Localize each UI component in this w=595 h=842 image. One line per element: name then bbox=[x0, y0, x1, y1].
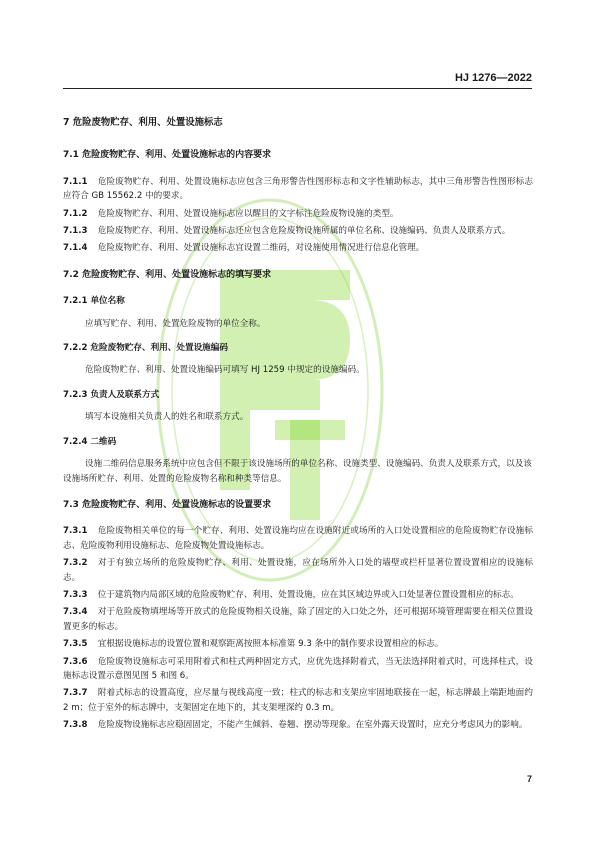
header-rule bbox=[63, 88, 532, 89]
clause-7-3-1 bbox=[63, 524, 533, 553]
clause-number: 7.1.3 bbox=[63, 226, 88, 237]
clause-text: 位于建筑物内局部区域的危险废物贮存、利用、处置设施，应在其区域边界或入口处显著位置设置相应的标志。 bbox=[97, 589, 519, 600]
section-7-2-title: 7.2 危险废物贮存、利用、处置设施标志的填写要求 bbox=[63, 269, 272, 280]
clause-7-2-2-text: 危险废物贮存、利用、处置设施编码可填写 HJ 1259 中规定的设施编码。 bbox=[85, 365, 365, 376]
clause-7-2-1-text: 应填写贮存、利用、处置危险废物的单位全称。 bbox=[85, 318, 266, 329]
clause-number: 7.3.7 bbox=[63, 688, 88, 699]
clause-7-1-1 bbox=[63, 175, 533, 204]
clause-7-2-3-title: 7.2.3 负责人及联系方式 bbox=[63, 389, 160, 400]
section-7-3-title: 7.3 危险废物贮存、利用、处置设施标志的设置要求 bbox=[63, 499, 272, 510]
clause-text: 危险废物贮存、利用、处置设施标志应以醒目的文字标注危险废物设施的类型。 bbox=[97, 208, 399, 219]
clause-7-3-7 bbox=[63, 686, 533, 715]
section-7-1-title: 7.1 危险废物贮存、利用、处置设施标志的内容要求 bbox=[63, 150, 272, 161]
clause-text: 危险废物相关单位的每一个贮存、利用、处置设施均应在设施附近或场所的入口处设置相应的危险废物贮存设施标志、危险废物利用设施标志、危险废物处置设施标志。 bbox=[63, 526, 533, 551]
clause-number: 7.3.6 bbox=[63, 656, 88, 667]
clause-7-3-6 bbox=[63, 655, 533, 684]
clause-text: 危险废物贮存、利用、处置设施标志应包含三角形警告性图形标志和文字性辅助标志，其中三角形警告性图形标志应符合 GB 15562.2 中的要求。 bbox=[63, 176, 533, 202]
clause-7-2-1-title: 7.2.1 单位名称 bbox=[63, 296, 125, 307]
clause-7-3-8 bbox=[63, 718, 533, 732]
clause-7-2-4-title: 7.2.4 二维码 bbox=[63, 436, 117, 447]
clause-text: 宜根据设施标志的设置位置和观察距离按照本标准第 9.3 条中的制作要求设置相应的标志。 bbox=[97, 639, 444, 650]
clause-number: 7.3.1 bbox=[63, 526, 88, 537]
clause-text: 对于危险废物填埋场等开放式的危险废物相关设施，除了固定的入口处之外，还可根据环境管理需要在相关位置设置更多的标志。 bbox=[63, 607, 533, 632]
clause-7-3-3 bbox=[63, 588, 533, 602]
clause-7-2-3-text: 填写本设施相关负责人的姓名和联系方式。 bbox=[85, 412, 249, 423]
clause-text: 危险废物贮存、利用、处置设施标志宜设置二维码，对设施使用情况进行信息化管理。 bbox=[97, 243, 425, 254]
clause-7-2-2-title: 7.2.2 危险废物贮存、利用、处置设施编码 bbox=[63, 343, 228, 354]
clause-7-3-4 bbox=[63, 605, 533, 634]
clause-7-2-4-text: 设施二维码信息服务系统中应包含但不限于该设施场所的单位名称、设施类型、设施编码、负责人及联系方式，以及该设施场所贮存、利用、处置的危险废物名称和种类等信息。 bbox=[63, 459, 532, 484]
clause-number: 7.3.2 bbox=[63, 558, 88, 569]
clause-text: 危险废物设施标志可采用附着式和柱式两种固定方式，应优先选择附着式，当无法选择附着式时，可选择柱式，设施标志设置示意图见图 5 和图 6。 bbox=[63, 656, 533, 681]
clause-number: 7.3.5 bbox=[63, 639, 88, 650]
clause-7-1-2 bbox=[63, 207, 533, 221]
clause-number: 7.3.8 bbox=[63, 720, 88, 731]
section-7-title: 7 危险废物贮存、利用、处置设施标志 bbox=[63, 117, 223, 128]
clause-text: 危险废物设施标志应稳固固定，不能产生倾斜、卷翘、摆动等现象。在室外露天设置时，应充分考虑风力的影响。 bbox=[97, 720, 528, 731]
clause-7-3-5 bbox=[63, 637, 533, 651]
clause-number: 7.3.3 bbox=[63, 589, 88, 600]
clause-number: 7.1.1 bbox=[63, 176, 88, 187]
clause-number: 7.1.2 bbox=[63, 208, 88, 219]
main-content bbox=[63, 116, 533, 736]
clause-text: 附着式标志的设置高度，应尽量与视线高度一致；柱式的标志和支架应牢固地联接在一起，标志牌最上端距地面约 2 m；位于室外的标志牌中，支架固定在地下的，其支架埋深约 0.3 m。 bbox=[63, 688, 533, 713]
clause-text: 对于有独立场所的危险废物贮存、利用、处置设施，应在场所外入口处的墙壁或栏杆显著位置设置相应的设施标志。 bbox=[63, 558, 533, 583]
clause-7-1-4 bbox=[63, 241, 533, 255]
clause-text: 危险废物贮存、利用、处置设施标志还应包含危险废物设施所属的单位名称、设施编码、负责人及联系方式。 bbox=[97, 226, 511, 237]
clause-7-3-2 bbox=[63, 556, 533, 585]
clause-7-1-3 bbox=[63, 224, 533, 238]
clause-number: 7.1.4 bbox=[63, 243, 88, 254]
standard-code: HJ 1276—2022 bbox=[454, 72, 532, 84]
page-number: 7 bbox=[526, 774, 532, 784]
clause-number: 7.3.4 bbox=[63, 607, 88, 618]
